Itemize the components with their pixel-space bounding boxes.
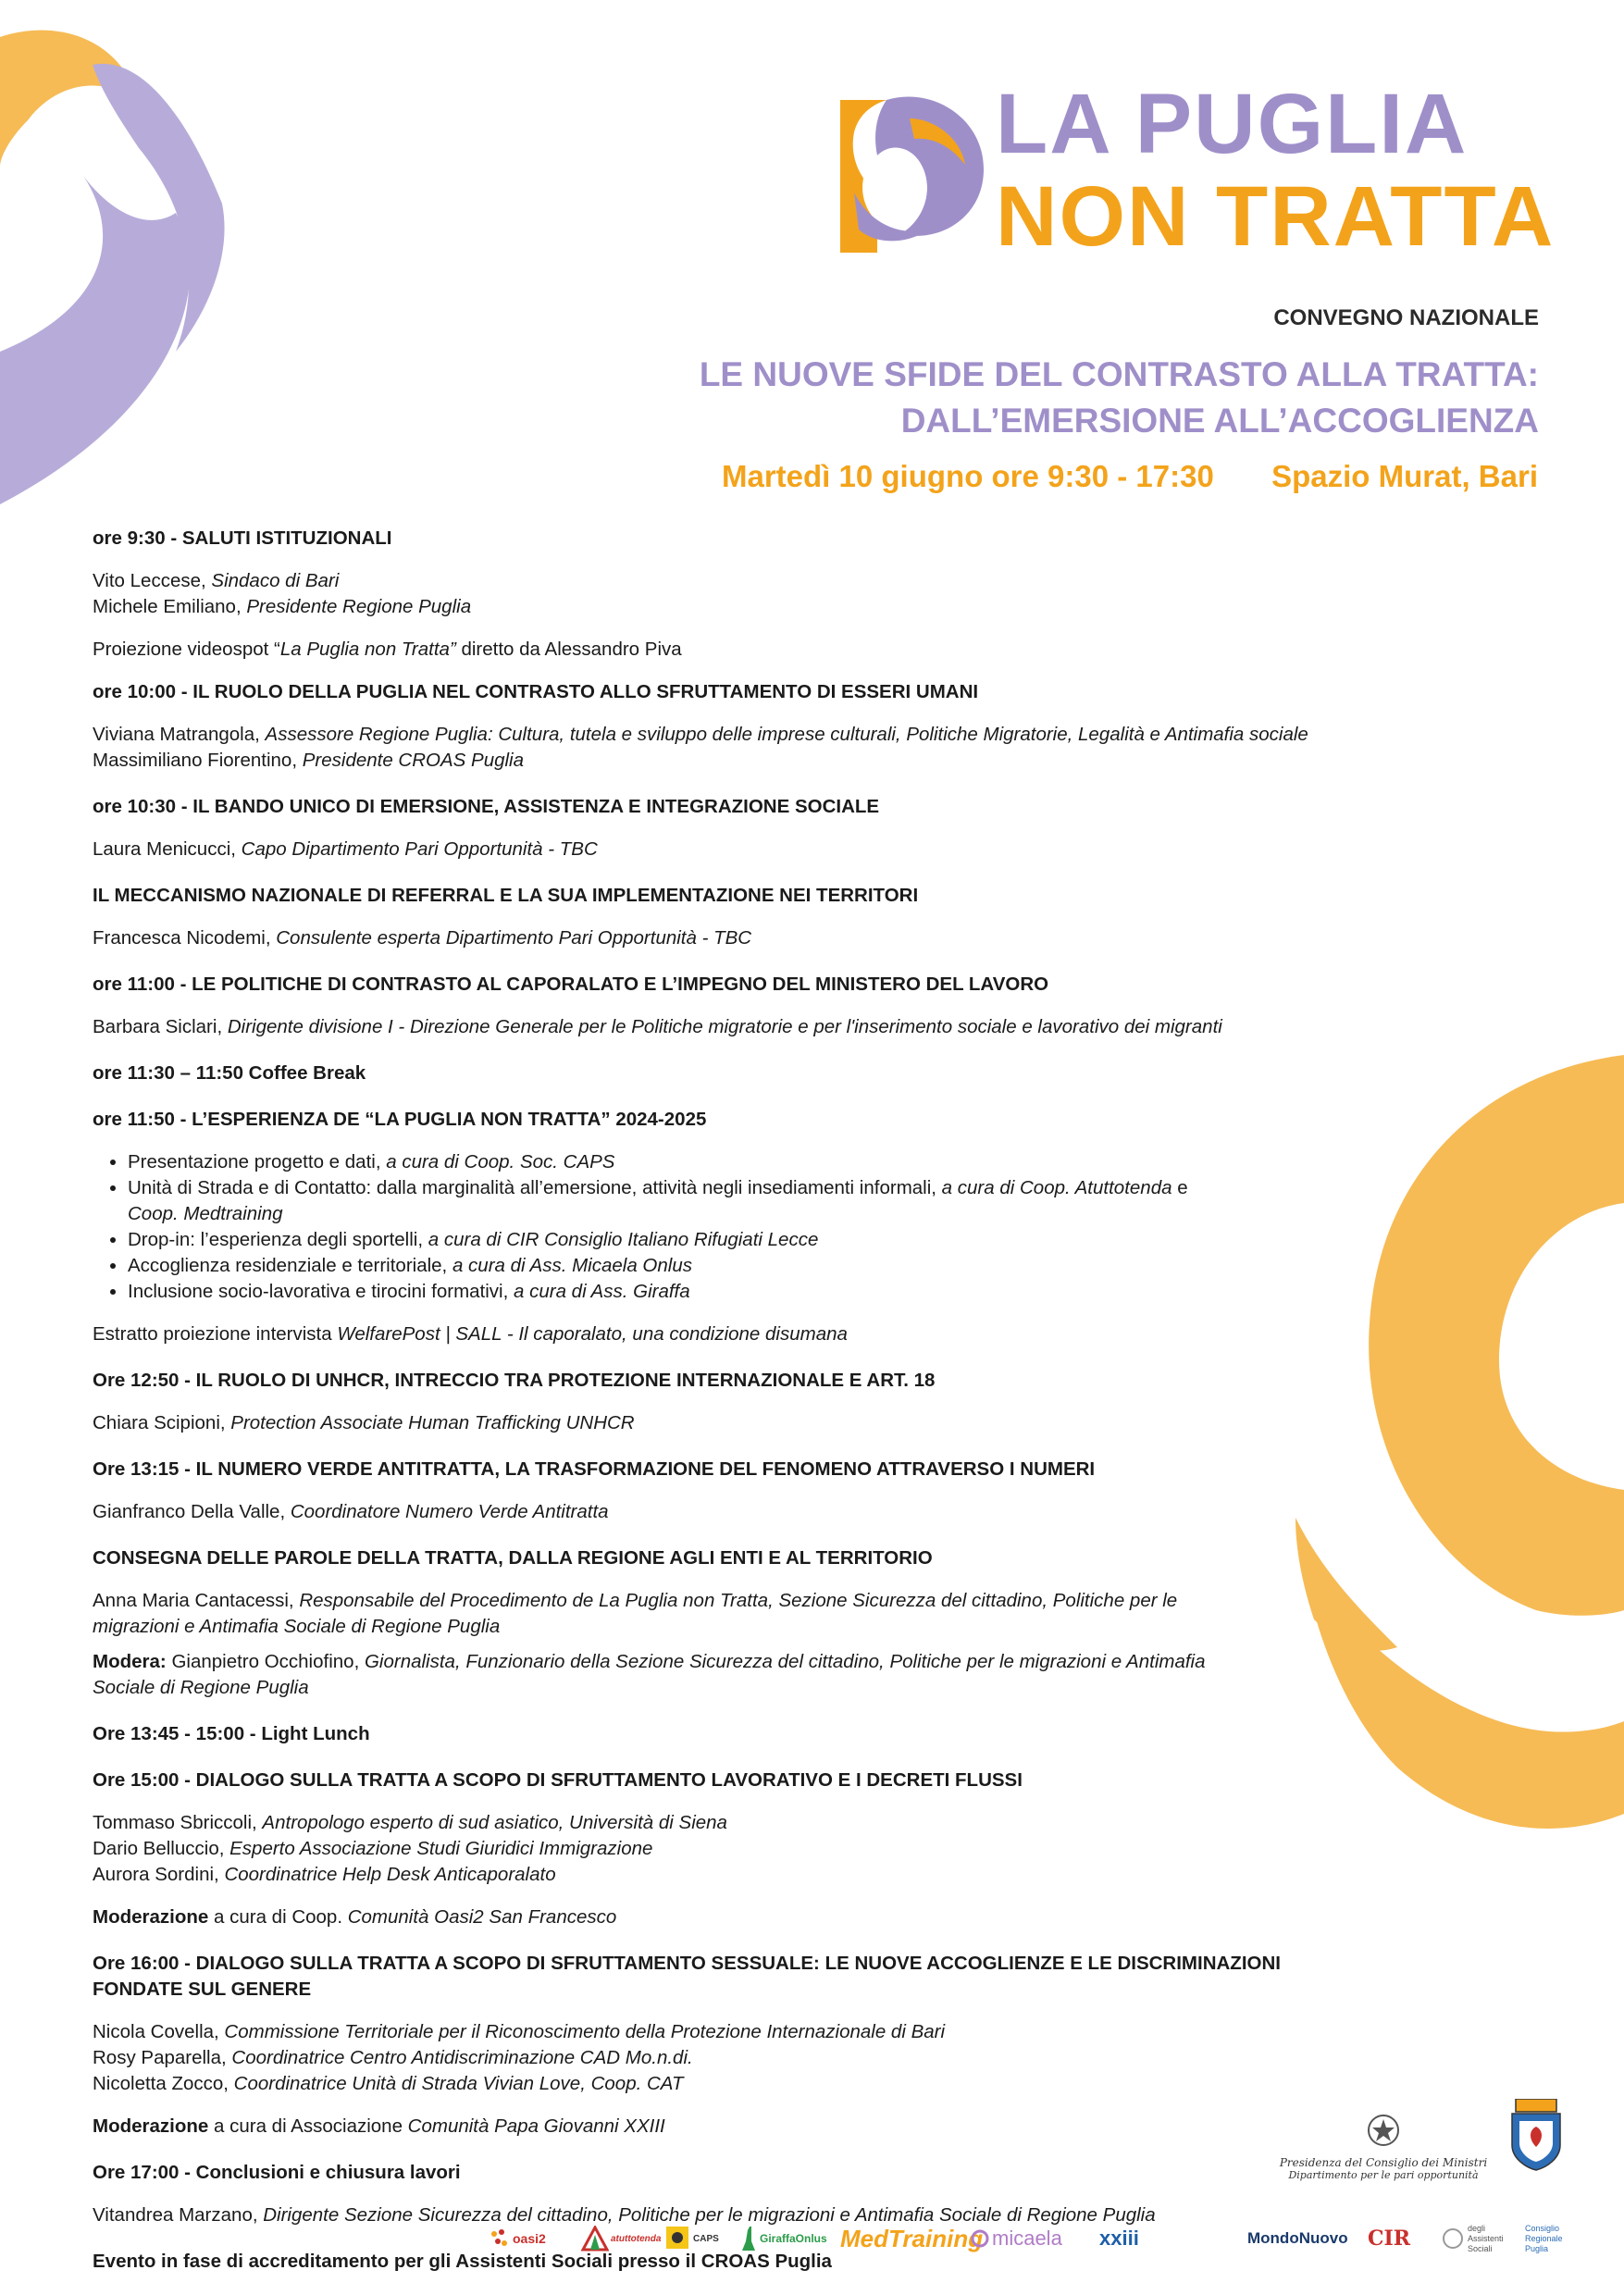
speaker-role: Coordinatrice Help Desk Anticaporalato xyxy=(224,1864,556,1885)
decorative-hands-top-left xyxy=(0,0,241,518)
list-item xyxy=(128,1227,1342,1253)
activity-list xyxy=(93,1149,1342,1305)
speaker-name: Tommaso Sbriccoli, xyxy=(93,1812,263,1833)
moderator xyxy=(93,2114,1342,2140)
event-title-line1: LE NUOVE SFIDE DEL CONTRASTO ALLA TRATTA: xyxy=(699,355,1539,393)
social-workers-logo-icon xyxy=(1442,2227,1464,2250)
text: diretto da Alessandro Piva xyxy=(455,639,682,660)
moderator xyxy=(93,1904,1342,1930)
speaker-name: Massimiliano Fiorentino, xyxy=(93,750,303,771)
event-type: CONVEGNO NAZIONALE xyxy=(1273,305,1539,330)
partner-logo xyxy=(489,2214,546,2264)
speaker-name: Barbara Siclari, xyxy=(93,1016,228,1037)
speaker xyxy=(93,568,1342,594)
text: a cura di Coop. Atuttotenda xyxy=(941,1177,1172,1198)
speaker-name: Anna Maria Cantacessi, xyxy=(93,1590,300,1611)
logo-text-line1: LA PUGLIA xyxy=(996,77,1469,171)
partner-name: Consiglio Regionale Puglia xyxy=(1525,2223,1563,2253)
text: Comunità Papa Giovanni XXIII xyxy=(407,2115,665,2137)
accreditation-note: Evento in fase di accreditamento per gli Assistenti Sociali presso il CROAS Puglia xyxy=(93,2251,832,2272)
video-note xyxy=(93,1321,1342,1347)
partner-logo xyxy=(840,2214,983,2264)
text: Presentazione progetto e dati, xyxy=(128,1151,387,1172)
speaker-role: Sindaco di Bari xyxy=(211,570,340,591)
partner-name: MedTraining xyxy=(840,2224,984,2252)
text: Accoglienza residenziale e territoriale, xyxy=(128,1255,452,1276)
speaker-role: Coordinatore Numero Verde Antitratta xyxy=(290,1501,609,1522)
speaker-name: Dario Belluccio, xyxy=(93,1838,230,1859)
puglia-region-crest-icon xyxy=(1508,2099,1564,2171)
speaker-role: Protection Associate Human Trafficking UNHCR xyxy=(230,1412,635,1433)
speaker-name: Chiara Scipioni, xyxy=(93,1412,231,1433)
department-name: Dipartimento per le pari opportunità xyxy=(1288,2169,1479,2181)
list-item xyxy=(128,1279,1342,1305)
speaker xyxy=(93,2045,1342,2071)
text: a cura di Associazione xyxy=(208,2115,408,2137)
section-heading: Ore 12:50 - IL RUOLO DI UNHCR, INTRECCIO TRA PROTEZIONE INTERNAZIONALE E ART. 18 xyxy=(93,1370,936,1391)
micaela-logo-icon xyxy=(970,2228,990,2249)
section-heading: Ore 17:00 - Conclusioni e chiusura lavori xyxy=(93,2162,461,2183)
text: Estratto proiezione intervista xyxy=(93,1323,338,1345)
projection-note xyxy=(93,637,1342,663)
speaker-role: Dirigente divisione I - Direzione Generale per le Politiche migratorie e per l'inserimento sociale e lavorativo dei migranti xyxy=(227,1016,1222,1037)
speaker-name: Vitandrea Marzano, xyxy=(93,2204,264,2226)
speaker xyxy=(93,1588,1342,1640)
speaker-role: Dirigente Sezione Sicurezza del cittadino, Politiche per le migrazioni e Antimafia Sociale di Regione Puglia xyxy=(263,2204,1156,2226)
speaker-name: Rosy Paparella, xyxy=(93,2047,232,2068)
section-heading: CONSEGNA DELLE PAROLE DELLA TRATTA, DALLA REGIONE AGLI ENTI E AL TERRITORIO xyxy=(93,1547,933,1569)
moderator-label: Moderazione xyxy=(93,2115,209,2137)
logo-text-line2: NON TRATTA xyxy=(996,169,1556,264)
speaker xyxy=(93,1410,1342,1436)
text: Unità di Strada e di Contatto: dalla marginalità all’emersione, attività negli insediamenti informali, xyxy=(128,1177,942,1198)
moderator-label: Moderazione xyxy=(93,1906,209,1928)
section-heading: ore 11:00 - LE POLITICHE DI CONTRASTO AL CAPORALATO E L’IMPEGNO DEL MINISTERO DEL LAVORO xyxy=(93,974,1049,995)
section-heading: Ore 16:00 - DIALOGO SULLA TRATTA A SCOPO DI SFRUTTAMENTO SESSUALE: LE NUOVE ACCOGLIENZE E LE DISCRIMINAZIONI FONDATE SUL GENERE xyxy=(93,1953,1281,2000)
text: WelfarePost | SALL - Il caporalato, una condizione disumana xyxy=(337,1323,848,1345)
partner-logo xyxy=(1247,2214,1348,2264)
speaker xyxy=(93,2071,1342,2097)
partner-name: atuttotenda xyxy=(611,2233,662,2244)
partner-logos xyxy=(489,2214,1581,2264)
speaker-role: Sociale di Regione Puglia xyxy=(93,1677,309,1698)
section-heading: Ore 13:15 - IL NUMERO VERDE ANTITRATTA, LA TRASFORMAZIONE DEL FENOMENO ATTRAVERSO I NUMERI xyxy=(93,1458,1096,1480)
section-heading: Ore 13:45 - 15:00 - Light Lunch xyxy=(93,1723,370,1744)
section-heading: ore 11:50 - L’ESPERIENZA DE “LA PUGLIA NON TRATTA” 2024-2025 xyxy=(93,1109,707,1130)
speaker xyxy=(93,837,1342,862)
text: Inclusione socio-lavorativa e tirocini formativi, xyxy=(128,1281,514,1302)
speaker-role: Coordinatrice Unità di Strada Vivian Love, Coop. CAT xyxy=(233,2073,684,2094)
speaker-name: Nicola Covella, xyxy=(93,2021,225,2042)
speaker-name: Francesca Nicodemi, xyxy=(93,927,277,949)
text: e xyxy=(1172,1177,1188,1198)
event-date-line xyxy=(722,459,1538,494)
caps-logo-icon xyxy=(664,2225,690,2252)
logo xyxy=(822,77,1556,264)
partner-logo xyxy=(1525,2214,1581,2264)
logo-mark-icon xyxy=(822,81,988,257)
moderator-label: Modera: xyxy=(93,1651,172,1672)
tent-icon xyxy=(581,2226,609,2252)
speaker-role: migrazioni e Antimafia Sociale di Regione Puglia xyxy=(93,1616,501,1637)
partner-name: degli Assistenti Sociali xyxy=(1468,2223,1504,2253)
speaker xyxy=(93,1499,1342,1525)
partner-name: xxiii xyxy=(1099,2227,1139,2250)
partner-logo xyxy=(738,2214,827,2264)
speaker-role: Giornalista, Funzionario della Sezione Sicurezza del cittadino, Politiche per le migrazioni e Antimafia xyxy=(364,1651,1206,1672)
speaker-role: Assessore Regione Puglia: Cultura, tutela e sviluppo delle imprese culturali, Politiche Migratorie, Legalità e Antimafia sociale xyxy=(265,724,1308,745)
text: Drop-in: l’esperienza degli sportelli, xyxy=(128,1229,428,1250)
partner-name: CIR xyxy=(1368,2227,1411,2251)
partner-logo xyxy=(581,2214,661,2264)
speaker-role: Commissione Territoriale per il Riconoscimento della Protezione Internazionale di Bari xyxy=(224,2021,946,2042)
speaker-name: Viviana Matrangola, xyxy=(93,724,266,745)
text: a cura di CIR Consiglio Italiano Rifugiati Lecce xyxy=(428,1229,819,1250)
speaker xyxy=(93,1014,1342,1040)
partner-logo xyxy=(970,2214,1062,2264)
speaker-name: Nicoletta Zocco, xyxy=(93,2073,234,2094)
partner-name: micaela xyxy=(992,2227,1062,2250)
text: a cura di Coop. xyxy=(208,1906,348,1928)
partner-logo xyxy=(1368,2214,1410,2264)
speaker-role: Capo Dipartimento Pari Opportunità - TBC xyxy=(241,838,598,860)
section-heading: IL MECCANISMO NAZIONALE DI REFERRAL E LA SUA IMPLEMENTAZIONE NEI TERRITORI xyxy=(93,885,919,906)
event-date: Martedì 10 giugno ore 9:30 - 17:30 xyxy=(722,459,1214,493)
speaker-name: Aurora Sordini, xyxy=(93,1864,225,1885)
giraffe-icon xyxy=(738,2225,757,2252)
moderator xyxy=(93,1649,1342,1701)
speaker-role: Responsabile del Procedimento de La Puglia non Tratta, Sezione Sicurezza del cittadino, Politiche per le xyxy=(299,1590,1178,1611)
speaker-role: Presidente CROAS Puglia xyxy=(302,750,525,771)
section-heading: ore 10:30 - IL BANDO UNICO DI EMERSIONE, ASSISTENZA E INTEGRAZIONE SOCIALE xyxy=(93,796,880,817)
text: a cura di Coop. Soc. CAPS xyxy=(386,1151,615,1172)
program xyxy=(93,526,1342,2275)
oasi2-logo-icon xyxy=(489,2225,509,2252)
speaker-role: Antropologo esperto di sud asiatico, Università di Siena xyxy=(262,1812,727,1833)
presidency-emblem xyxy=(1277,2112,1490,2204)
speaker-name: Gianpietro Occhiofino, xyxy=(171,1651,365,1672)
speaker-name: Michele Emiliano, xyxy=(93,596,247,617)
speaker xyxy=(93,1862,1342,1888)
event-place: Spazio Murat, Bari xyxy=(1271,459,1538,493)
partner-name: MondoNuovo xyxy=(1247,2229,1348,2247)
section-heading: ore 10:00 - IL RUOLO DELLA PUGLIA NEL CONTRASTO ALLO SFRUTTAMENTO DI ESSERI UMANI xyxy=(93,681,979,702)
speaker-name: Laura Menicucci, xyxy=(93,838,242,860)
section-heading: Ore 15:00 - DIALOGO SULLA TRATTA A SCOPO DI SFRUTTAMENTO LAVORATIVO E I DECRETI FLUSSI xyxy=(93,1769,1023,1791)
speaker-name: Gianfranco Della Valle, xyxy=(93,1501,291,1522)
partner-name: CAPS xyxy=(693,2233,719,2244)
speaker-role: Esperto Associazione Studi Giuridici Immigrazione xyxy=(229,1838,653,1859)
list-item xyxy=(128,1149,1342,1175)
speaker xyxy=(93,748,1342,774)
section-heading: ore 9:30 - SALUTI ISTITUZIONALI xyxy=(93,527,392,549)
event-title-line2: DALL’EMERSIONE ALL’ACCOGLIENZA xyxy=(900,402,1539,440)
partner-logo xyxy=(1099,2214,1139,2264)
list-item xyxy=(128,1175,1342,1227)
section-heading: ore 11:30 – 11:50 Coffee Break xyxy=(93,1062,366,1084)
text: La Puglia non Tratta” xyxy=(279,639,456,660)
speaker-role: Presidente Regione Puglia xyxy=(246,596,472,617)
speaker xyxy=(93,594,1342,620)
speaker-name: Vito Leccese, xyxy=(93,570,212,591)
partner-logo xyxy=(664,2214,719,2264)
text: a cura di Ass. Micaela Onlus xyxy=(452,1255,692,1276)
list-item xyxy=(128,1253,1342,1279)
speaker xyxy=(93,2019,1342,2045)
text: Comunità Oasi2 San Francesco xyxy=(347,1906,617,1928)
speaker xyxy=(93,1836,1342,1862)
speaker-role: Coordinatrice Centro Antidiscriminazione CAD Mo.n.di. xyxy=(231,2047,693,2068)
italy-emblem-icon xyxy=(1365,2112,1402,2149)
speaker xyxy=(93,722,1342,748)
partner-logo xyxy=(1442,2214,1506,2264)
presidency-name: Presidenza del Consiglio dei Ministri xyxy=(1279,2156,1488,2169)
speaker xyxy=(93,1810,1342,1836)
partner-name: GiraffaOnlus xyxy=(760,2232,827,2245)
text: a cura di Ass. Giraffa xyxy=(514,1281,690,1302)
speaker-role: Consulente esperta Dipartimento Pari Opportunità - TBC xyxy=(276,927,752,949)
text: Coop. Medtraining xyxy=(128,1203,283,1224)
speaker xyxy=(93,925,1342,951)
partner-name: oasi2 xyxy=(513,2231,546,2246)
text: Proiezione videospot “ xyxy=(93,639,280,660)
decorative-hands-right xyxy=(1295,1055,1624,1888)
